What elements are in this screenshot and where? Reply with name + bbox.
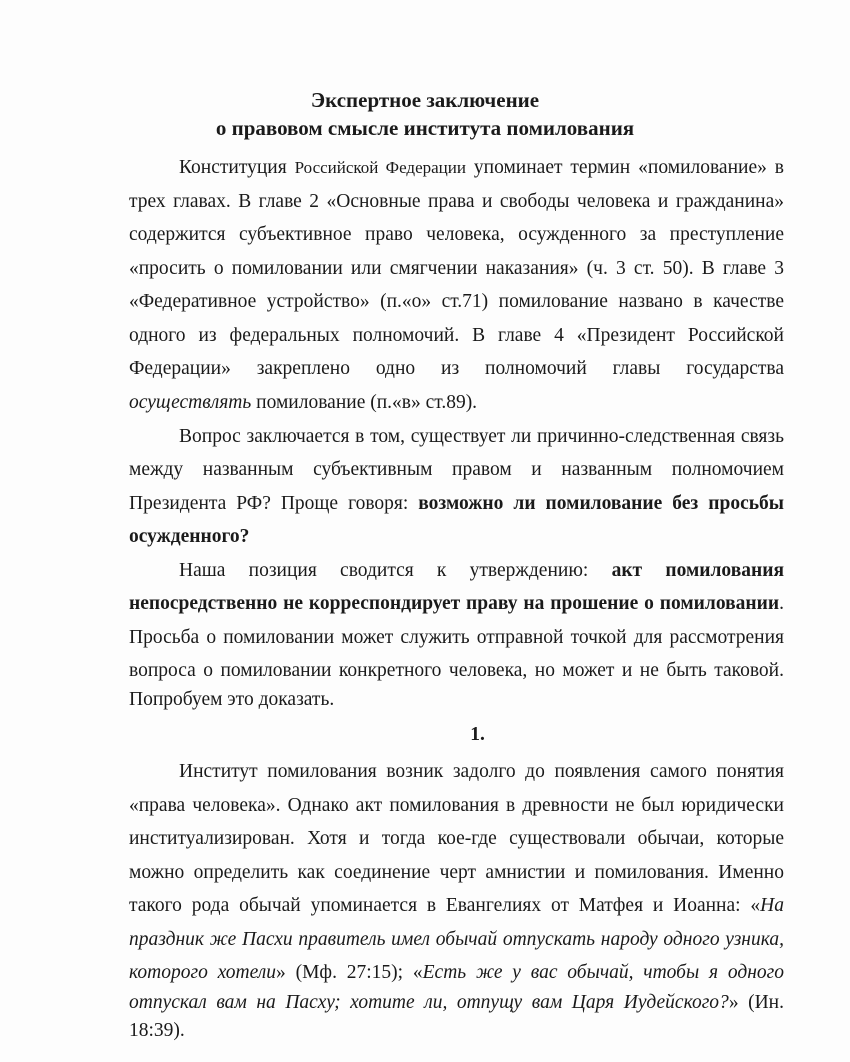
paragraph-3-line-4: вопроса о помиловании конкретного человека, но может и не быть таковой. — [129, 660, 784, 681]
paragraph-3-line-2 — [129, 591, 784, 617]
paragraph-1-line-3: содержится субъективное право человека, осужденного за преступление — [129, 224, 784, 245]
text-span: помилование (п.«в» ст.89). — [251, 392, 478, 413]
document-title: Экспертное заключение — [310, 88, 540, 112]
paragraph-2-line-1: Вопрос заключается в том, существует ли причинно-следственная связь — [179, 426, 784, 447]
paragraph-4-line-3: институализирован. Хотя и тогда кое-где существовали обычаи, которые — [129, 828, 784, 849]
text-span: отпускал вам на Пасху; хотите ли, отпущу вам Царя Иудейского? — [129, 992, 729, 1013]
text-span: » (Мф. 27:15); « — [276, 962, 423, 983]
paragraph-1-line-6: одного из федеральных полномочий. В главе 4 «Президент Российской — [129, 325, 784, 346]
text-span: Президента РФ? Проще говоря: — [129, 493, 419, 514]
paragraph-4-line-2: «права человека». Однако акт помилования в древности не был юридически — [129, 795, 784, 816]
text-span: акт помилования — [611, 560, 784, 581]
text-span: такого рода обычай упоминается в Евангелиях от Матфея и Иоанна: « — [129, 895, 761, 916]
text-span: праздник же Пасхи правитель имел обычай отпускать народу одного узника, — [129, 929, 784, 950]
text-span: упоминает термин «помилование» в — [465, 157, 784, 178]
text-span: непосредственно не корреспондирует праву на прошение о помиловании — [129, 593, 780, 614]
paragraph-4-line-5 — [129, 893, 784, 919]
paragraph-3-line-5: Попробуем это доказать. — [129, 689, 335, 710]
paragraph-4-line-9: 18:39). — [129, 1020, 185, 1041]
text-span: Наша позиция сводится к утверждению: — [179, 560, 612, 581]
section-number: 1. — [470, 724, 485, 745]
text-span: На — [760, 895, 784, 916]
paragraph-2-line-3 — [129, 491, 784, 517]
paragraph-3-line-1 — [179, 558, 784, 584]
paragraph-4-line-1: Институт помилования возник задолго до появления самого понятия — [179, 761, 784, 782]
paragraph-1-line-2: трех главах. В главе 2 «Основные права и свободы человека и гражданина» — [129, 191, 784, 212]
paragraph-1-line-8 — [129, 390, 784, 416]
paragraph-4-line-8 — [129, 990, 784, 1016]
text-span: Российской Федерации — [294, 158, 466, 177]
text-span: осужденного? — [129, 526, 250, 547]
paragraph-4-line-7 — [129, 960, 784, 986]
paragraph-1-line-7: Федерации» закреплено одно из полномочий главы государства — [129, 358, 784, 379]
text-span: » (Ин. — [728, 992, 784, 1013]
text-span: . — [779, 593, 784, 614]
text-span: Есть же у вас обычай, чтобы я одного — [422, 962, 784, 983]
paragraph-1-line-5: «Федеративное устройство» (п.«о» ст.71) помилование названо в качестве — [129, 291, 784, 312]
paragraph-2-line-4 — [129, 524, 784, 550]
paragraph-1-line-1 — [179, 155, 784, 181]
document-subtitle: о правовом смысле института помилования — [215, 116, 635, 140]
text-span: которого хотели — [129, 962, 277, 983]
paragraph-4-line-4: можно определить как соединение черт амнистии и помилования. Именно — [129, 862, 784, 883]
text-span: осуществлять — [129, 392, 252, 413]
text-span: Конституция — [179, 157, 295, 178]
paragraph-2-line-2: между названным субъективным правом и названным полномочием — [129, 459, 784, 480]
text-span: возможно ли помилование без просьбы — [418, 493, 785, 514]
paragraph-1-line-4: «просить о помиловании или смягчении наказания» (ч. 3 ст. 50). В главе 3 — [129, 258, 784, 279]
paragraph-3-line-3: Просьба о помиловании может служить отправной точкой для рассмотрения — [129, 627, 784, 648]
paragraph-4-line-6 — [129, 927, 784, 953]
